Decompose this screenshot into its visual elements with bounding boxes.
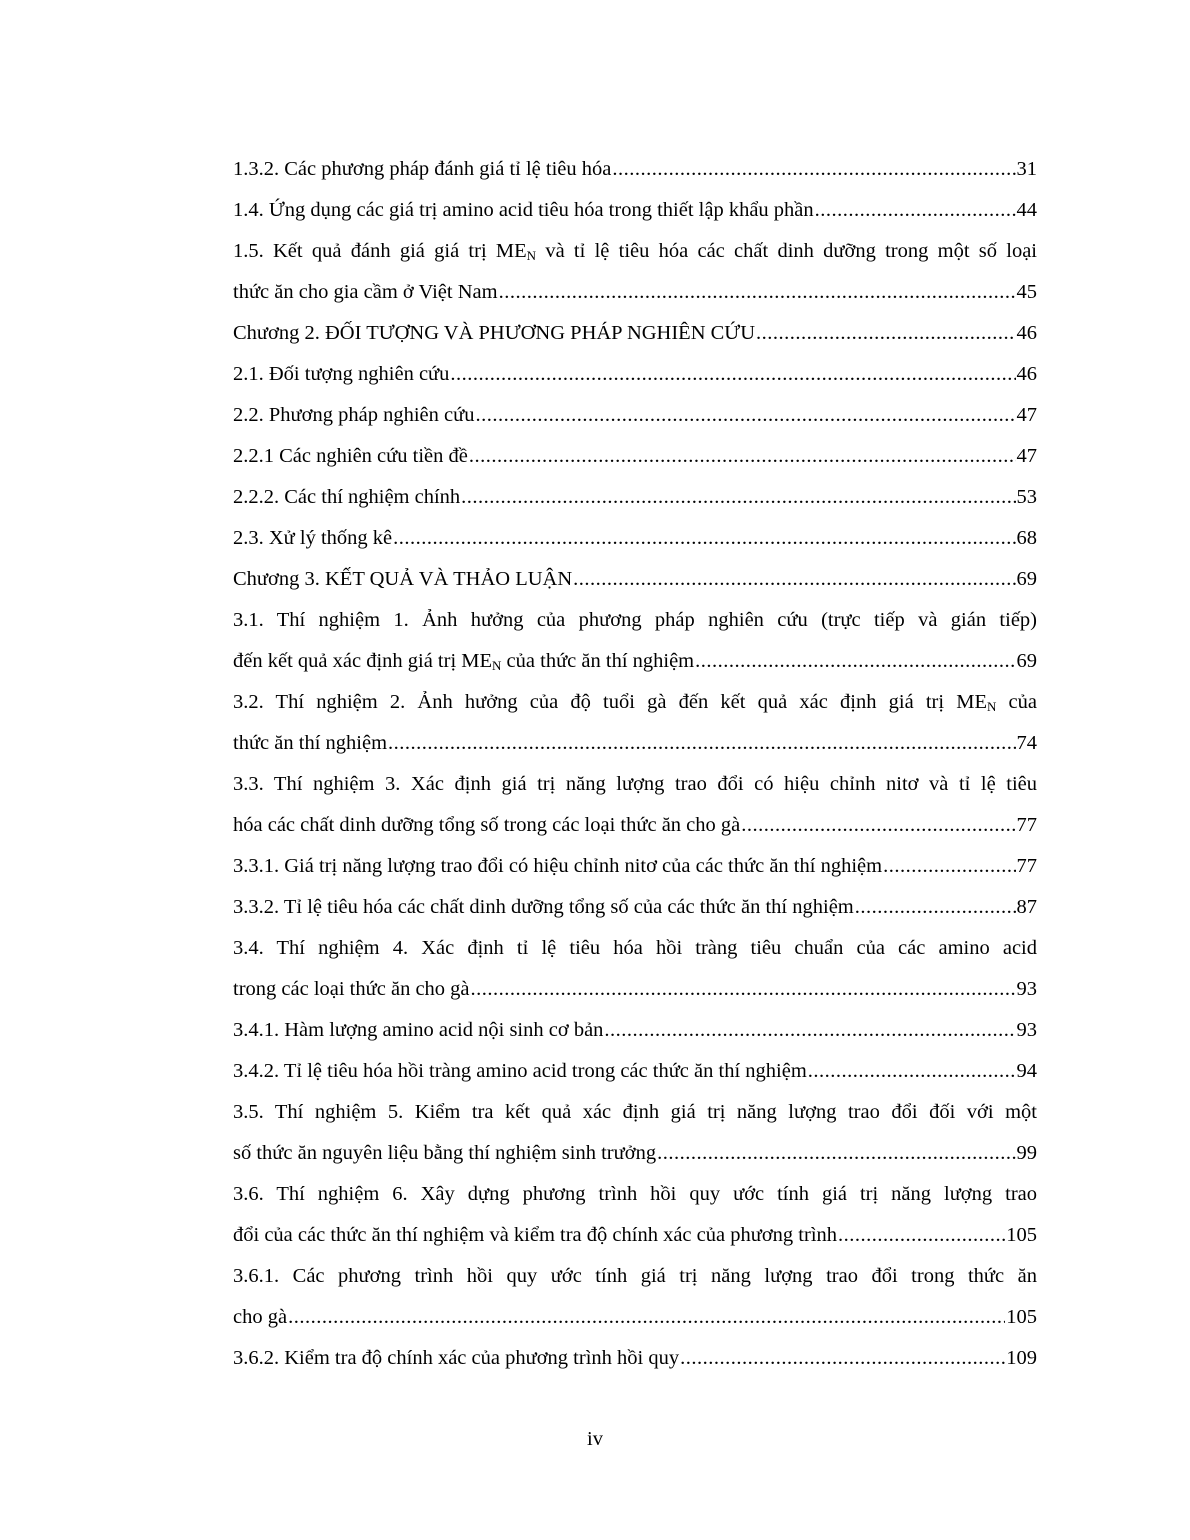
dot-leader: [657, 1133, 1015, 1174]
toc-page-number: 69: [1016, 650, 1037, 672]
toc-entry-first-line[interactable]: [233, 1256, 1037, 1297]
dot-leader: [461, 477, 1015, 518]
toc-page-number: 93: [1016, 978, 1037, 1000]
toc-text: 3.3. Thí nghiệm 3. Xác định giá trị năng lượng trao đổi có hiệu chỉnh nitơ và tỉ lệ tiêu: [233, 773, 1037, 795]
toc-entry[interactable]: [233, 313, 1037, 354]
toc-entry-title: Chương 2. ĐỐI TƯỢNG VÀ PHƯƠNG PHÁP NGHIÊN CỨU: [233, 322, 756, 344]
toc-text: 3.1. Thí nghiệm 1. Ảnh hưởng của phương pháp nghiên cứu (trực tiếp và gián tiếp): [233, 609, 1037, 631]
toc-page-number: 94: [1016, 1060, 1037, 1082]
toc-page-number: 87: [1016, 896, 1037, 918]
subscript: N: [986, 699, 997, 714]
page-number-footer: iv: [587, 1428, 603, 1450]
dot-leader: [604, 1010, 1015, 1051]
toc-page-number: 109: [1006, 1347, 1037, 1369]
toc-entry[interactable]: [233, 723, 1037, 764]
toc-entry-title: 2.1. Đối tượng nghiên cứu: [233, 363, 450, 385]
toc-entry[interactable]: [233, 1051, 1037, 1092]
toc-page-number: 105: [1006, 1306, 1037, 1328]
toc-entry[interactable]: [233, 354, 1037, 395]
toc-entry[interactable]: [233, 1215, 1037, 1256]
toc-entry-title: trong các loại thức ăn cho gà: [233, 978, 470, 1000]
toc-entry-title: cho gà: [233, 1306, 288, 1328]
toc-entry[interactable]: [233, 887, 1037, 928]
toc-entry-first-line[interactable]: [233, 1174, 1037, 1215]
toc-page-number: 53: [1016, 486, 1037, 508]
toc-entry-title: 3.4.2. Tỉ lệ tiêu hóa hồi tràng amino acid trong các thức ăn thí nghiệm: [233, 1060, 807, 1082]
toc-page-number: 77: [1016, 855, 1037, 877]
dot-leader: [808, 1051, 1016, 1092]
toc-entry-title: số thức ăn nguyên liệu bằng thí nghiệm sinh trưởng: [233, 1142, 657, 1164]
dot-leader: [756, 313, 1015, 354]
toc-entry[interactable]: [233, 969, 1037, 1010]
toc-entry-title: 3.3.1. Giá trị năng lượng trao đổi có hiệu chỉnh nitơ của các thức ăn thí nghiệm: [233, 855, 883, 877]
toc-page-number: 93: [1016, 1019, 1037, 1041]
dot-leader: [450, 354, 1015, 395]
toc-text: 3.4. Thí nghiệm 4. Xác định tỉ lệ tiêu hóa hồi tràng tiêu chuẩn của các amino acid: [233, 937, 1037, 959]
toc-entry[interactable]: [233, 846, 1037, 887]
toc-page-number: 44: [1016, 199, 1037, 221]
dot-leader: [573, 559, 1015, 600]
dot-leader: [471, 969, 1016, 1010]
toc-entry-first-line[interactable]: [233, 764, 1037, 805]
toc-entry-title: 2.3. Xử lý thống kê: [233, 527, 393, 549]
toc-page-number: 45: [1016, 281, 1037, 303]
toc-entry[interactable]: [233, 1297, 1037, 1338]
toc-entry[interactable]: [233, 641, 1037, 682]
toc-entry-first-line[interactable]: [233, 928, 1037, 969]
toc-entry-title: 3.4.1. Hàm lượng amino acid nội sinh cơ bản: [233, 1019, 604, 1041]
toc-entry[interactable]: [233, 518, 1037, 559]
toc-entry-first-line[interactable]: [233, 682, 1037, 723]
dot-leader: [680, 1338, 1005, 1379]
toc-entry[interactable]: [233, 1338, 1037, 1379]
dot-leader: [855, 887, 1016, 928]
toc-text: 3.6. Thí nghiệm 6. Xây dựng phương trình hồi quy ước tính giá trị năng lượng trao: [233, 1183, 1037, 1205]
toc-entry-first-line[interactable]: [233, 231, 1037, 272]
toc-entry-title: 1.3.2. Các phương pháp đánh giá tỉ lệ tiêu hóa: [233, 158, 612, 180]
subscript: N: [526, 248, 537, 263]
toc-entry-title: 3.3.2. Tỉ lệ tiêu hóa các chất dinh dưỡng tổng số của các thức ăn thí nghiệm: [233, 896, 854, 918]
toc-entry-title: 2.2.1 Các nghiên cứu tiền đề: [233, 445, 468, 467]
toc-text: của thức ăn thí nghiệm: [501, 650, 695, 672]
toc-text: và tỉ lệ tiêu hóa các chất dinh dưỡng trong một số loại: [536, 240, 1038, 262]
toc-entry-title: hóa các chất dinh dưỡng tổng số trong các loại thức ăn cho gà: [233, 814, 741, 836]
toc-page-number: 46: [1016, 322, 1037, 344]
toc-entry-title: [233, 641, 694, 682]
toc-page-number: 47: [1016, 445, 1037, 467]
dot-leader: [469, 436, 1016, 477]
toc-entry[interactable]: [233, 805, 1037, 846]
toc-entry-title: thức ăn cho gia cầm ở Việt Nam: [233, 281, 498, 303]
dot-leader: [741, 805, 1015, 846]
toc-entry[interactable]: [233, 395, 1037, 436]
toc-page-number: 69: [1016, 568, 1037, 590]
toc-entry[interactable]: [233, 272, 1037, 313]
table-of-contents: [233, 149, 1037, 1379]
toc-entry[interactable]: [233, 1010, 1037, 1051]
toc-entry-title: đổi của các thức ăn thí nghiệm và kiểm tra độ chính xác của phương trình: [233, 1224, 838, 1246]
toc-text: 3.6.1. Các phương trình hồi quy ước tính giá trị năng lượng trao đổi trong thức ăn: [233, 1265, 1037, 1287]
toc-entry-title: 1.4. Ứng dụng các giá trị amino acid tiêu hóa trong thiết lập khẩu phần: [233, 199, 814, 221]
toc-entry-title: Chương 3. KẾT QUẢ VÀ THẢO LUẬN: [233, 568, 573, 590]
toc-entry[interactable]: [233, 559, 1037, 600]
toc-page-number: 99: [1016, 1142, 1037, 1164]
toc-entry[interactable]: [233, 149, 1037, 190]
toc-entry-first-line[interactable]: [233, 1092, 1037, 1133]
toc-page-number: 68: [1016, 527, 1037, 549]
toc-entry[interactable]: [233, 190, 1037, 231]
toc-entry-title: 3.6.2. Kiểm tra độ chính xác của phương trình hồi quy: [233, 1347, 680, 1369]
toc-entry[interactable]: [233, 477, 1037, 518]
subscript: N: [492, 658, 502, 673]
toc-text: 3.5. Thí nghiệm 5. Kiểm tra kết quả xác định giá trị năng lượng trao đổi đối với một: [233, 1101, 1037, 1123]
toc-page-number: 77: [1016, 814, 1037, 836]
toc-text: đến kết quả xác định giá trị ME: [233, 650, 493, 672]
dot-leader: [475, 395, 1015, 436]
dot-leader: [499, 272, 1016, 313]
toc-page-number: 31: [1016, 158, 1037, 180]
dot-leader: [612, 149, 1015, 190]
dot-leader: [393, 518, 1015, 559]
dot-leader: [695, 641, 1015, 682]
toc-entry[interactable]: [233, 436, 1037, 477]
toc-page-number: 105: [1006, 1224, 1037, 1246]
toc-entry[interactable]: [233, 1133, 1037, 1174]
toc-entry-title: thức ăn thí nghiệm: [233, 732, 388, 754]
toc-text: của: [996, 691, 1037, 713]
dot-leader: [838, 1215, 1005, 1256]
dot-leader: [288, 1297, 1005, 1338]
toc-text: 1.5. Kết quả đánh giá giá trị ME: [233, 240, 527, 262]
dot-leader: [388, 723, 1015, 764]
toc-entry-first-line[interactable]: [233, 600, 1037, 641]
dot-leader: [883, 846, 1015, 887]
toc-page-number: 46: [1016, 363, 1037, 385]
toc-page-number: 47: [1016, 404, 1037, 426]
dot-leader: [815, 190, 1016, 231]
toc-entry-title: 2.2.2. Các thí nghiệm chính: [233, 486, 461, 508]
toc-page-number: 74: [1016, 732, 1037, 754]
toc-entry-title: 2.2. Phương pháp nghiên cứu: [233, 404, 475, 426]
toc-text: 3.2. Thí nghiệm 2. Ảnh hưởng của độ tuổi gà đến kết quả xác định giá trị ME: [233, 691, 987, 713]
